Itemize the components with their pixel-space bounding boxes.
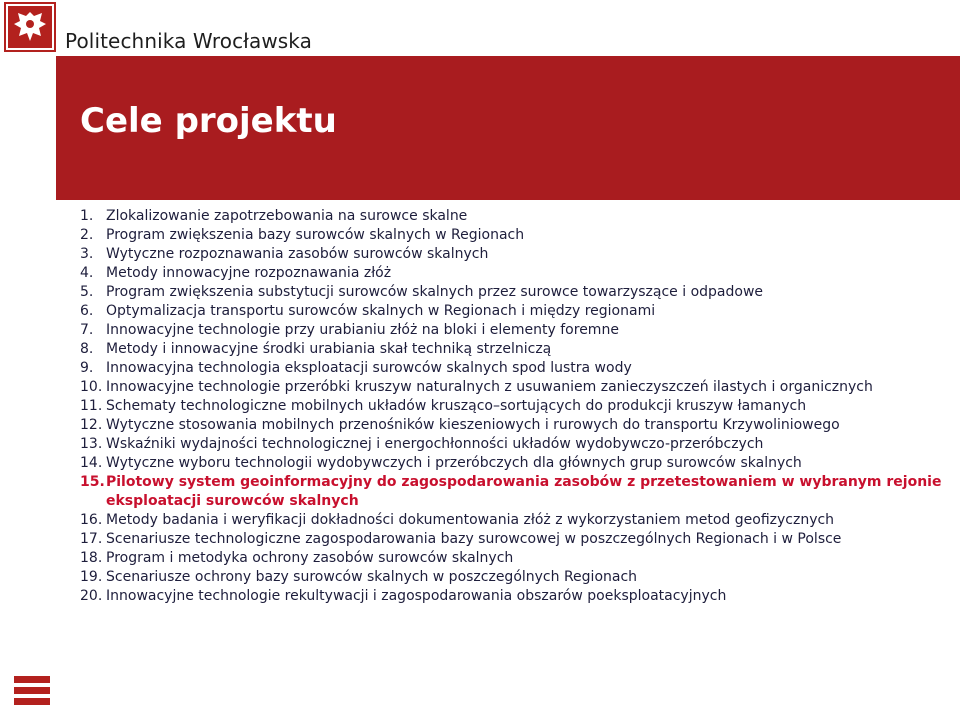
item-text: Innowacyjne technologie przy urabianiu złóż na bloki i elementy foremne [106,322,619,338]
list-item [80,302,950,321]
item-text: Scenariusze ochrony bazy surowców skalnych w poszczególnych Regionach [106,569,638,585]
university-logo[interactable] [4,2,56,52]
university-name: Politechnika Wrocławska [65,29,312,53]
item-number: 4. [80,265,94,281]
item-number: 9. [80,360,94,376]
item-text: Scenariusze technologiczne zagospodarowania bazy surowcowej w poszczególnych Regionach i w Polsce [106,531,842,547]
item-text: Innowacyjne technologie przeróbki kruszyw naturalnych z usuwaniem zanieczyszczeń ilastych i organicznych [106,379,873,395]
item-text: Wskaźniki wydajności technologicznej i energochłonności układów wydobywczo-przeróbczych [106,436,764,452]
list-item [80,397,950,416]
list-item [80,264,950,283]
item-text: Zlokalizowanie zapotrzebowania na surowce skalne [106,208,468,224]
item-number: 11. [80,398,103,414]
bar [14,698,50,705]
list-item [80,568,950,587]
slide-title: Cele projektu [80,101,337,141]
item-number: 14. [80,455,103,471]
item-text: Innowacyjna technologia eksploatacji surowców skalnych spod lustra wody [106,360,632,376]
list-item [80,283,950,302]
item-number: 6. [80,303,94,319]
item-number: 13. [80,436,103,452]
item-text: Innowacyjne technologie rekultywacji i zagospodarowania obszarów poeksploatacyjnych [106,588,727,604]
item-number: 12. [80,417,103,433]
list-item [80,530,950,549]
item-number: 5. [80,284,94,300]
eagle-crest-icon [4,2,56,52]
item-number: 16. [80,512,103,528]
item-text: Pilotowy system geoinformacyjny do zagospodarowania zasobów z przetestowaniem w wybranym rejonie eksploatacji surowców skalnych [106,474,942,509]
list-item [80,416,950,435]
item-text: Metody innowacyjne rozpoznawania złóż [106,265,392,281]
item-number: 1. [80,208,94,224]
item-number: 15. [80,474,105,490]
list-item [80,587,950,606]
item-text: Metody i innowacyjne środki urabiania skał techniką strzelniczą [106,341,552,357]
list-item [80,321,950,340]
bar [14,687,50,694]
item-number: 10. [80,379,103,395]
item-text: Metody badania i weryfikacji dokładności dokumentowania złóż z wykorzystaniem metod geofizycznych [106,512,835,528]
item-text: Wytyczne wyboru technologii wydobywczych i przeróbczych dla głównych grup surowców skalnych [106,455,802,471]
item-text: Wytyczne rozpoznawania zasobów surowców skalnych [106,246,489,262]
item-text: Wytyczne stosowania mobilnych przenośników kieszeniowych i rurowych do transportu Krzywoliniowego [106,417,840,433]
list-item [80,359,950,378]
bar [14,676,50,683]
item-number: 8. [80,341,94,357]
item-number: 17. [80,531,103,547]
item-number: 7. [80,322,94,338]
list-item [80,549,950,568]
list-item [80,207,950,226]
list-item [80,511,950,530]
list-item-highlighted [80,473,950,511]
list-item [80,435,950,454]
list-item [80,340,950,359]
item-number: 19. [80,569,103,585]
list-item [80,226,950,245]
item-number: 3. [80,246,94,262]
item-number: 20. [80,588,103,604]
item-number: 18. [80,550,103,566]
item-text: Schematy technologiczne mobilnych układów krusząco–sortujących do produkcji kruszyw łamanych [106,398,807,414]
goal-list [80,207,950,606]
item-text: Program i metodyka ochrony zasobów surowców skalnych [106,550,514,566]
decorative-bars-icon [14,676,50,709]
header [0,0,960,56]
left-margin [0,56,56,716]
item-text: Optymalizacja transportu surowców skalnych w Regionach i między regionami [106,303,656,319]
list-item [80,245,950,264]
item-number: 2. [80,227,94,243]
list-item [80,454,950,473]
item-text: Program zwiększenia bazy surowców skalnych w Regionach [106,227,525,243]
item-text: Program zwiększenia substytucji surowców skalnych przez surowce towarzyszące i odpadowe [106,284,764,300]
list-item [80,378,950,397]
